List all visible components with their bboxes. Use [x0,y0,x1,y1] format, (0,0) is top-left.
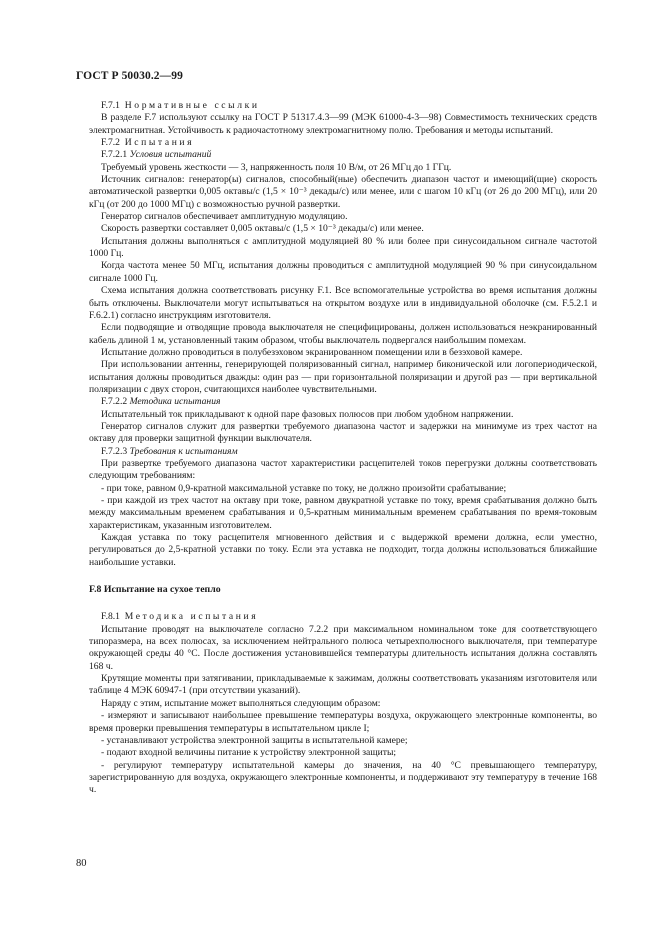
subsection-title: Методика испытания [129,396,221,408]
section-number: F.7.1 [101,100,120,111]
subsection-number: F.7.2.1 [101,149,128,161]
paragraph: Крутящие моменты при затягивании, прикладываемые к зажимам, должны соответствовать указаниям изготовителя или таблице 4 МЭК 60947-1 (при отсутствии указаний). [89,673,597,697]
heading-f71 [89,100,597,112]
page-header: ГОСТ Р 50030.2—99 [76,70,183,82]
subsection-title: Условия испытаний [129,149,212,161]
list-item: - измеряют и записывают наибольшее превышение температуры воздуха, окружающего электронные компоненты, во время проверки превышения температуры в испытательном цикле I; [89,710,597,734]
list-item: - при каждой из трех частот на октаву при токе, равном двукратной уставке по току, время срабатывания должно быть между максимальным временем срабатывания и 0,5-кратным минимальным временем срабатывания по время-токовым характеристикам, указанным изготовителем. [89,495,597,531]
paragraph: Испытание должно проводиться в полубезэховом экранированном помещении или в безэховой камере. [101,346,523,358]
section-title: Методика испытания [124,611,259,623]
spacer [89,569,597,584]
document-body [89,100,597,797]
paragraph: Если подводящие и отводящие провода выключателя не специфицированы, должен использоваться неэкранированный кабель длиной 1 м, установленный таким образом, чтобы выключатель подвергался наибольшим помехам. [89,322,597,346]
paragraph: При развертке требуемого диапазона частот характеристики расцепителей токов перегрузки должны соответствовать следующим требованиям: [89,457,597,482]
paragraph: Каждая уставка по току расцепителя мгновенного действия и с выдержкой времени должна, если уместно, регулироваться до 2,5-кратной уставки по току. Если эта уставка не подходит, тогда должны использоваться ближайшие наибольшие уставки. [89,532,597,568]
paragraph: Испытания должны выполняться с амплитудной модуляцией 80 % или более при синусоидальном сигнале частотой 1000 Гц. [89,235,597,260]
list-item: - при токе, равном 0,9-кратной максимальной уставке по току, не должно произойти срабатывание; [101,482,507,494]
heading-f81 [89,611,597,623]
subsection-number: F.7.2.3 [101,445,128,457]
heading-f723 [89,446,597,458]
paragraph: В разделе F.7 используют ссылку на ГОСТ Р 51317.4.3—99 (МЭК 61000-4-3—98) Совместимость технических средств электромагнитная. Устойчивость к радиочастотному электромагнитному полю. Требования и методы испытаний. [89,112,597,136]
list-item: - устанавливают устройства электронной защиты в испытательной камере; [101,734,408,746]
subsection-title: Требования к испытаниям [129,445,238,457]
list-item: - подают входной величины питание к устройству электронной защиты; [101,747,397,759]
section-number: F.8.1 [101,611,120,623]
section-title: Нормативные ссылки [124,100,260,111]
paragraph: Генератор сигналов служит для развертки требуемого диапазона частот и задержки на минимуме из трех частот на октаву для проверки защитной функции выключателя. [89,420,597,445]
heading-f722 [89,396,597,408]
paragraph: Скорость развертки составляет 0,005 октавы/с (1,5 × 10⁻³ декады/с) или менее. [101,223,424,235]
paragraph: Схема испытания должна соответствовать рисунку F.1. Все вспомогательные устройства во время испытания должны быть отключены. Выключатели могут испытываться на открытом воздухе или в индивидуальной оболочке (см. F.5.2.1 и F.6.2.1) согласно инструкциям изготовителя. [89,285,597,321]
section-number: F.7.2 [101,137,120,149]
paragraph: Испытание проводят на выключателе согласно 7.2.2 при максимальном номинальном токе для соответствующего типоразмера, на всех полюсах, за исключением нейтрального полюса четырехполюсного выключателя, при температуре окружающей среды 40 °С. После достижения установившейся температуры длительность испытания должна составлять 168 ч. [89,623,597,672]
section-title: Испытания [124,137,195,149]
heading-f72 [89,137,597,149]
list-item: - регулируют температуру испытательной камеры до значения, на 40 °С превышающего температуру, зарегистрированную для воздуха, окружающего электронные компоненты, и поддерживают эту температуру в течение 168 ч. [89,759,597,796]
paragraph: Испытательный ток прикладывают к одной паре фазовых полюсов при любом удобном напряжении. [101,408,514,420]
subsection-number: F.7.2.2 [101,396,128,408]
paragraph: Требуемый уровень жесткости — 3, напряженность поля 10 В/м, от 26 МГц до 1 ГГц. [101,161,452,173]
paragraph: При использовании антенны, генерирующей поляризованный сигнал, например биконической или логопериодической, испытания должны проводиться дважды: один раз — при горизонтальной поляризации и другой раз — при вертикальной поляризации с двух сторон, считающихся наиболее чувствительными. [89,359,597,395]
heading-f721 [89,149,597,161]
spacer [89,596,597,611]
page-number: 80 [76,858,87,869]
paragraph: Когда частота менее 50 МГц, испытания должны проводиться с амплитудной модуляцией 90 % при синусоидальном сигнале 1000 Гц. [89,260,597,284]
paragraph: Наряду с этим, испытание может выполняться следующим образом: [101,697,381,709]
heading-f8: F.8 Испытание на сухое тепло [89,584,221,596]
paragraph: Генератор сигналов обеспечивает амплитудную модуляцию. [101,211,348,223]
paragraph: Источник сигналов: генератор(ы) сигналов, способный(ные) обеспечить диапазон частот и имеющий(щие) скорость автоматической развертки 0,005 октавы/с (1,5 × 10⁻³ декады/с) или менее, или с шагом 10 кГц (от 26 до 200 МГц), или 20 кГц (от 200 до 1000 МГц) с возможностью ручной развертки. [89,174,597,210]
